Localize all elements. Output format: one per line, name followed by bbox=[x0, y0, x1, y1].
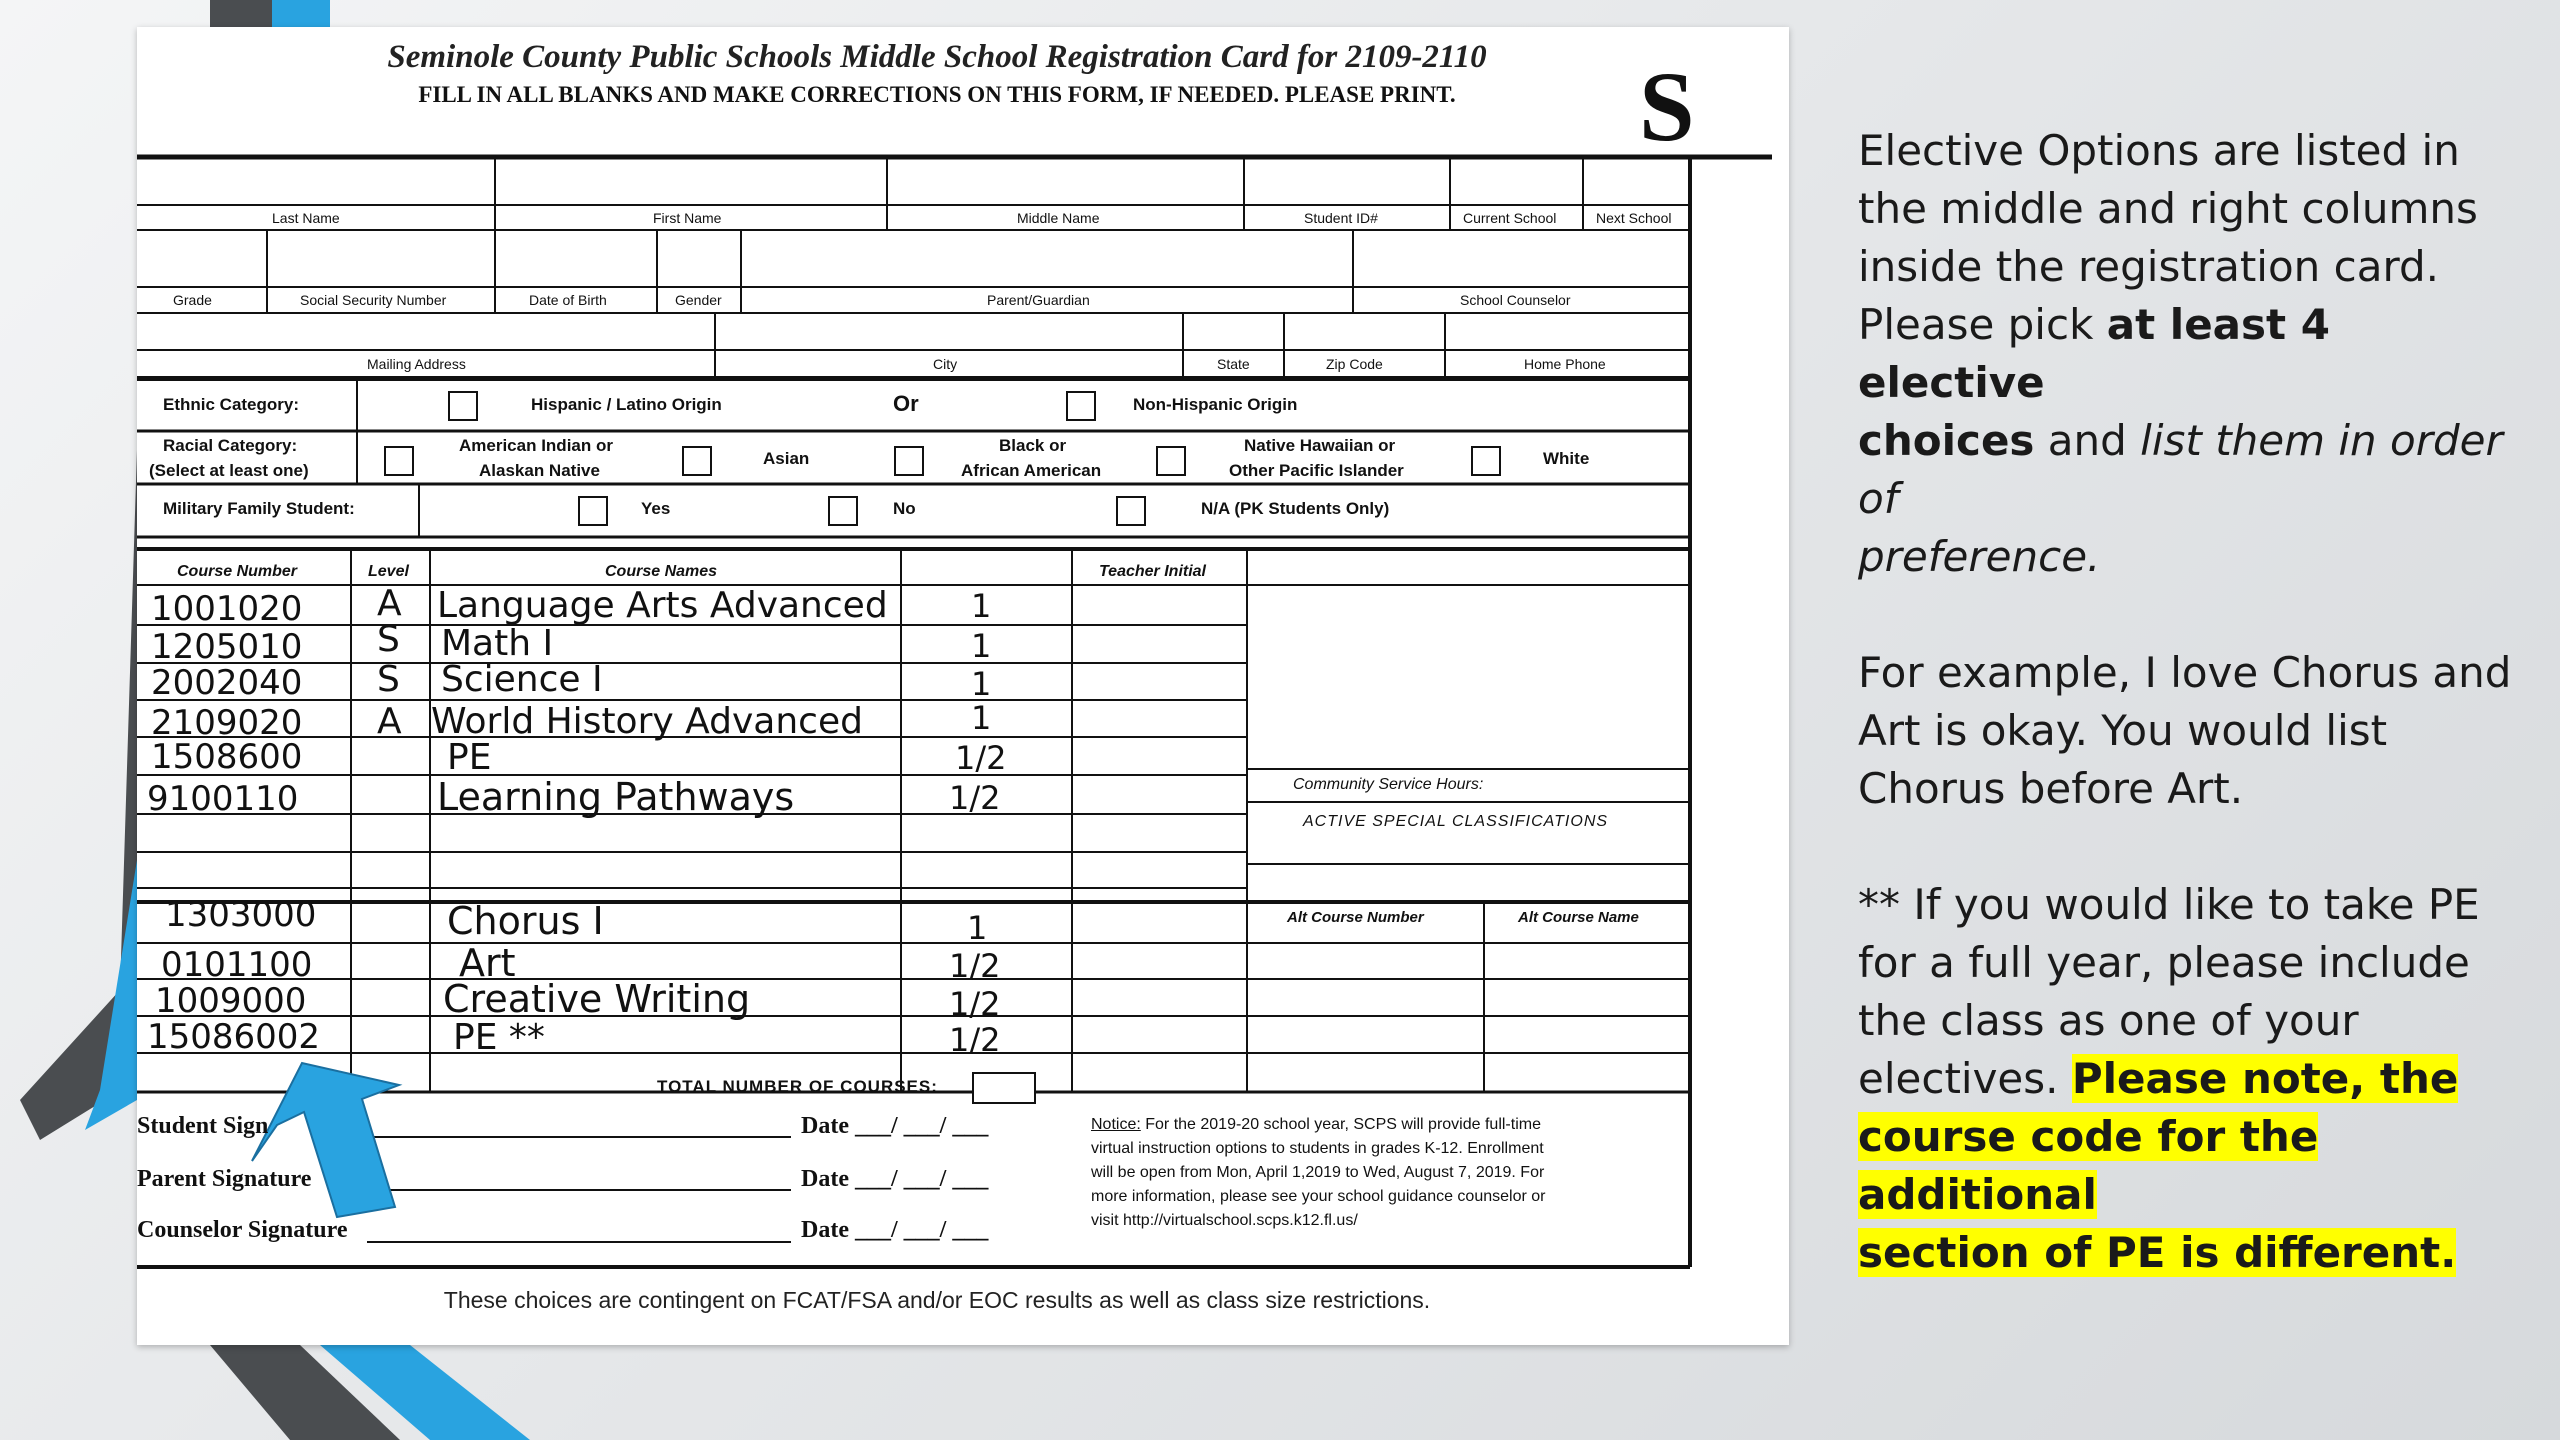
course-name: PE bbox=[447, 737, 492, 778]
course-name: Science I bbox=[441, 659, 603, 700]
label-school-counselor: School Counselor bbox=[1460, 292, 1571, 308]
course-name: Language Arts Advanced bbox=[437, 585, 888, 626]
course-number: 2109020 bbox=[151, 703, 303, 743]
racial-option-african-american: African American bbox=[961, 461, 1102, 480]
counselor-date-label: Date ___/ ___/ ___ bbox=[801, 1217, 989, 1243]
elective-credit: 1/2 bbox=[949, 1021, 1001, 1059]
header-course-number: Course Number bbox=[177, 563, 298, 580]
elective-credit: 1 bbox=[967, 909, 988, 947]
elective-credit: 1/2 bbox=[949, 947, 1001, 985]
italic-fragment: preference. bbox=[1858, 532, 2101, 581]
text-line: the middle and right columns bbox=[1858, 184, 2478, 233]
ethnic-option-hispanic: Hispanic / Latino Origin bbox=[531, 395, 722, 414]
text-fragment: electives. bbox=[1858, 1054, 2072, 1103]
alt-course-number-label: Alt Course Number bbox=[1287, 909, 1424, 926]
label-ssn: Social Security Number bbox=[300, 292, 447, 308]
elective-number: 1303000 bbox=[165, 895, 317, 935]
parent-signature-label: Parent Signature bbox=[137, 1166, 312, 1192]
school-logo: S bbox=[1639, 51, 1695, 162]
text-line: For example, I love Chorus and bbox=[1858, 648, 2512, 697]
notice-line: visit http://virtualschool.scps.k12.fl.us/ bbox=[1091, 1212, 1358, 1229]
racial-option-white: White bbox=[1543, 449, 1590, 468]
header-course-names: Course Names bbox=[605, 563, 718, 580]
label-last-name: Last Name bbox=[272, 210, 340, 226]
racial-option-alaskan: Alaskan Native bbox=[479, 461, 600, 480]
course-number: 2002040 bbox=[151, 663, 303, 703]
highlighted-note: Please note, the bbox=[2071, 1054, 2459, 1103]
card-footer: These choices are contingent on FCAT/FSA and/or EOC results as well as class size restrictions. bbox=[443, 1287, 1431, 1313]
label-gender: Gender bbox=[675, 292, 722, 308]
text-line: Elective Options are listed in bbox=[1858, 126, 2460, 175]
registration-card bbox=[137, 27, 1789, 1345]
community-service-label: Community Service Hours: bbox=[1293, 776, 1484, 793]
instruction-paragraph-1 bbox=[1858, 122, 2518, 586]
course-number: 1205010 bbox=[151, 627, 303, 667]
text-line: Chorus before Art. bbox=[1858, 764, 2244, 813]
label-current-school: Current School bbox=[1463, 210, 1557, 226]
racial-option-native-hawaiian: Native Hawaiian or bbox=[1244, 436, 1396, 455]
text-line: for a full year, please include bbox=[1858, 938, 2470, 987]
highlighted-note: course code for the additional bbox=[1858, 1112, 2319, 1219]
label-dob: Date of Birth bbox=[529, 292, 607, 308]
racial-label: Racial Category: bbox=[163, 436, 298, 455]
course-name: Math I bbox=[441, 623, 554, 664]
elective-name: Chorus I bbox=[447, 899, 604, 943]
virtual-school-notice bbox=[1091, 1113, 1651, 1233]
course-level: S bbox=[377, 659, 400, 700]
course-number: 1001020 bbox=[151, 589, 303, 629]
elective-number: 0101100 bbox=[161, 945, 313, 985]
course-credit: 1 bbox=[971, 699, 992, 737]
military-na: N/A (PK Students Only) bbox=[1201, 499, 1390, 518]
ethnic-or: Or bbox=[893, 391, 919, 416]
elective-name: Art bbox=[459, 941, 516, 985]
alt-course-name-label: Alt Course Name bbox=[1518, 909, 1639, 926]
notice-label: Notice: bbox=[1091, 1116, 1141, 1133]
course-credit: 1 bbox=[971, 587, 992, 625]
label-student-id: Student ID# bbox=[1304, 210, 1378, 226]
notice-line: will be open from Mon, April 1,2019 to Wed, August 7, 2019. For bbox=[1091, 1164, 1545, 1181]
counselor-signature-label: Counselor Signature bbox=[137, 1217, 348, 1243]
text-line: Art is okay. You would list bbox=[1858, 706, 2388, 755]
pointer-arrow-icon bbox=[252, 1063, 399, 1217]
elective-name: PE ** bbox=[453, 1017, 545, 1058]
military-yes: Yes bbox=[641, 499, 671, 518]
ethnic-label: Ethnic Category: bbox=[163, 395, 300, 414]
student-signature-label: Student Sign bbox=[137, 1113, 269, 1139]
elective-number: 15086002 bbox=[147, 1017, 321, 1057]
course-number: 1508600 bbox=[151, 737, 303, 777]
text-line: the class as one of your bbox=[1858, 996, 2359, 1045]
highlighted-note: section of PE is different. bbox=[1858, 1228, 2457, 1277]
parent-date-label: Date ___/ ___/ ___ bbox=[801, 1166, 989, 1192]
military-no: No bbox=[893, 499, 916, 518]
label-parent-guardian: Parent/Guardian bbox=[987, 292, 1090, 308]
label-next-school: Next School bbox=[1596, 210, 1672, 226]
active-special-label: ACTIVE SPECIAL CLASSIFICATIONS bbox=[1303, 813, 1609, 830]
text-fragment: Please pick bbox=[1858, 300, 2107, 349]
racial-option-american-indian: American Indian or bbox=[459, 436, 613, 455]
course-credit: 1/2 bbox=[955, 739, 1007, 777]
course-credit: 1 bbox=[971, 665, 992, 703]
elective-name: Creative Writing bbox=[443, 977, 751, 1021]
racial-option-asian: Asian bbox=[763, 449, 810, 468]
text-fragment: and bbox=[2034, 416, 2141, 465]
elective-number: 1009000 bbox=[155, 981, 307, 1021]
course-level: A bbox=[377, 583, 402, 624]
student-date-label: Date ___/ ___/ ___ bbox=[801, 1113, 989, 1139]
label-state: State bbox=[1217, 356, 1250, 372]
label-first-name: First Name bbox=[653, 210, 722, 226]
label-mailing-address: Mailing Address bbox=[367, 356, 466, 372]
racial-label-note: (Select at least one) bbox=[149, 461, 309, 480]
notice-line-text: For the 2019-20 school year, SCPS will provide full-time bbox=[1140, 1116, 1541, 1133]
label-zip: Zip Code bbox=[1326, 356, 1383, 372]
course-name: Learning Pathways bbox=[437, 775, 795, 819]
notice-line: virtual instruction options to students in grades K-12. Enrollment bbox=[1091, 1140, 1544, 1157]
ethnic-option-non-hispanic: Non-Hispanic Origin bbox=[1133, 395, 1298, 414]
total-courses-label: TOTAL NUMBER OF COURSES: bbox=[657, 1077, 938, 1096]
course-level: A bbox=[377, 701, 402, 742]
course-credit: 1 bbox=[971, 627, 992, 665]
racial-option-black: Black or bbox=[999, 436, 1067, 455]
header-teacher-initial: Teacher Initial bbox=[1099, 563, 1206, 580]
bold-fragment: at least 4 elective bbox=[1858, 300, 2330, 407]
label-home-phone: Home Phone bbox=[1524, 356, 1606, 372]
card-subtitle: FILL IN ALL BLANKS AND MAKE CORRECTIONS ON THIS FORM, IF NEEDED. PLEASE PRINT. bbox=[418, 82, 1456, 107]
text-line: inside the registration card. bbox=[1858, 242, 2440, 291]
course-level: S bbox=[377, 619, 400, 660]
instruction-paragraph-3 bbox=[1858, 876, 2518, 1282]
military-label: Military Family Student: bbox=[163, 499, 355, 518]
course-credit: 1/2 bbox=[949, 779, 1001, 817]
elective-credit: 1/2 bbox=[949, 985, 1001, 1023]
label-middle-name: Middle Name bbox=[1017, 210, 1100, 226]
label-grade: Grade bbox=[173, 292, 212, 308]
card-title: Seminole County Public Schools Middle School Registration Card for 2109-2110 bbox=[387, 39, 1487, 75]
notice-line bbox=[1091, 1113, 1651, 1137]
slide-instructions bbox=[1858, 122, 2518, 1340]
label-city: City bbox=[933, 356, 958, 372]
course-number: 9100110 bbox=[147, 779, 299, 819]
text-line: ** If you would like to take PE bbox=[1858, 880, 2480, 929]
header-level: Level bbox=[368, 563, 409, 580]
racial-option-pacific-islander: Other Pacific Islander bbox=[1229, 461, 1404, 480]
notice-line: more information, please see your school guidance counselor or bbox=[1091, 1188, 1546, 1205]
italic-fragment: list them in order of bbox=[1858, 416, 2503, 523]
course-name: World History Advanced bbox=[431, 701, 863, 742]
instruction-paragraph-2 bbox=[1858, 644, 2518, 818]
bold-fragment: choices bbox=[1858, 416, 2035, 465]
